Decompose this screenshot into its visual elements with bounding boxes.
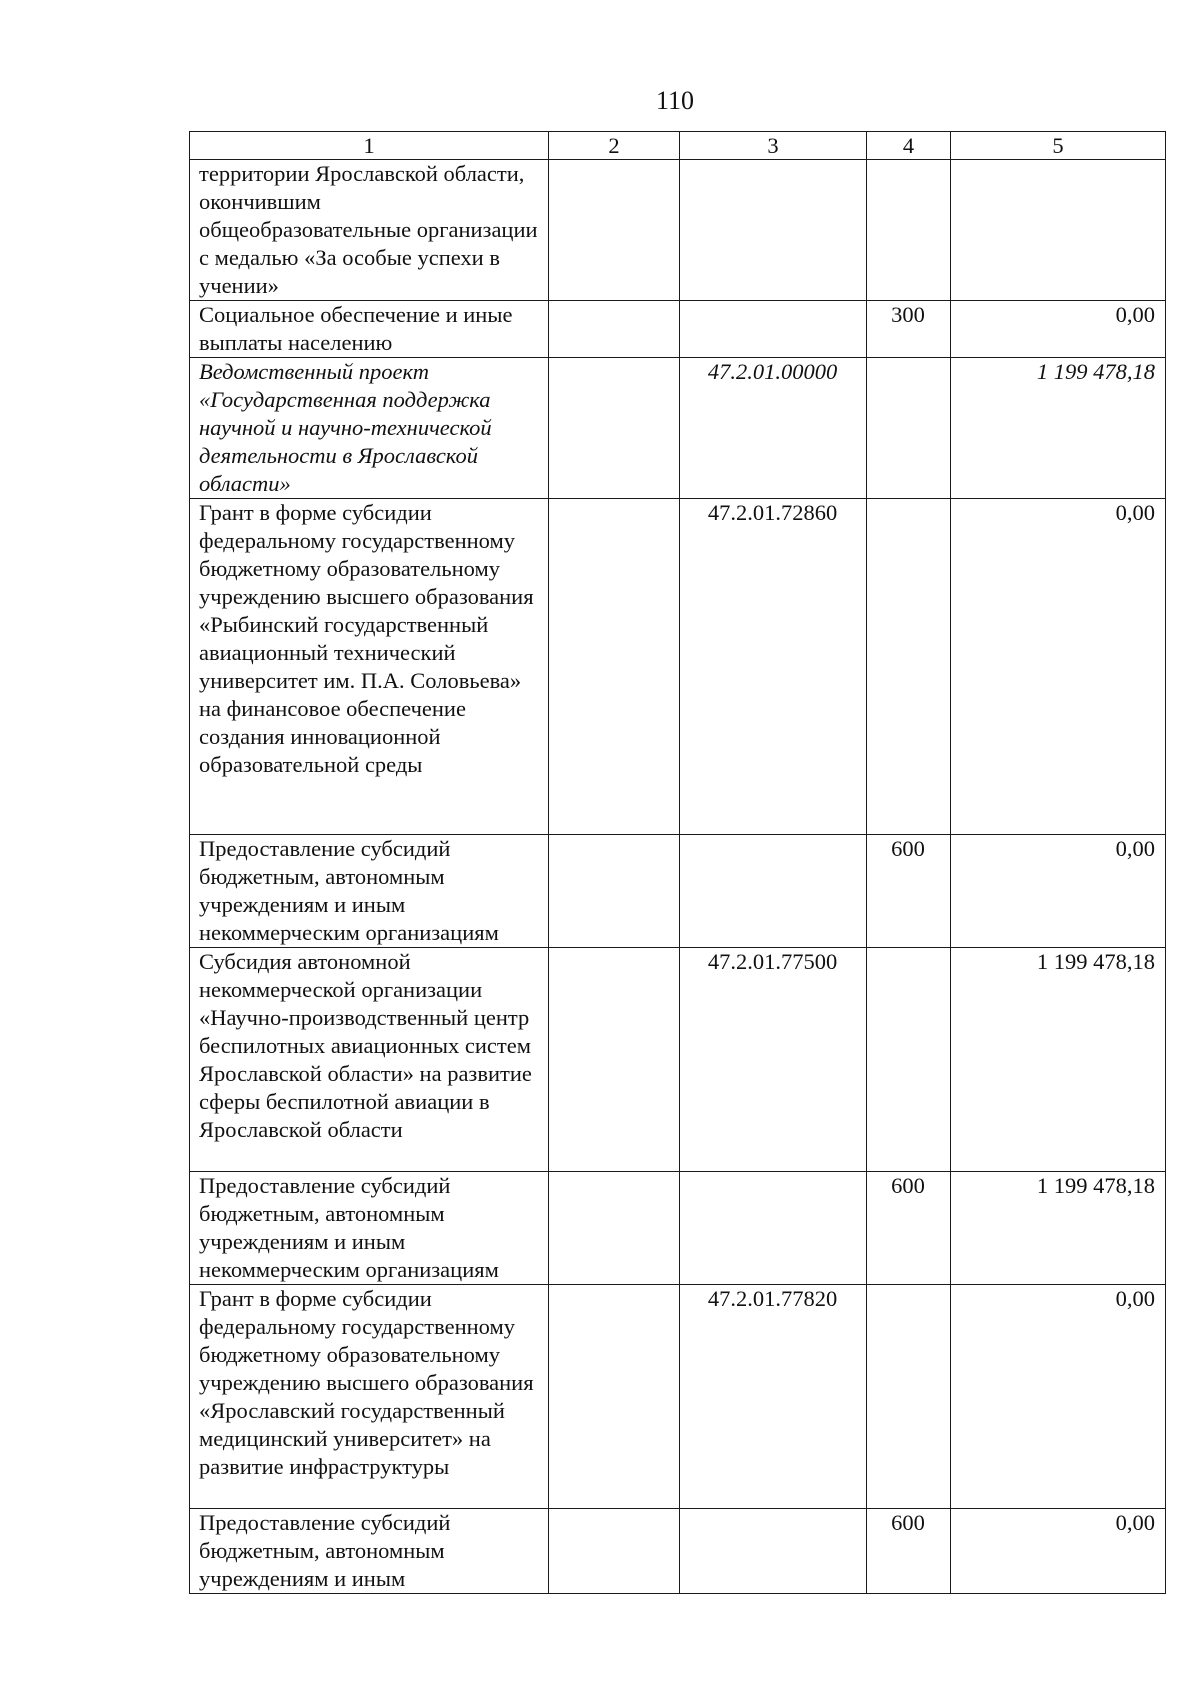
header-col-5: 5: [951, 132, 1166, 160]
row-col2: [549, 499, 680, 835]
row-col2: [549, 301, 680, 358]
row-code: [680, 160, 867, 301]
row-name: территории Ярославской области, окончившим общеобразовательные организации с медалью «За особые успехи в учении»: [190, 160, 549, 301]
row-name: Грант в форме субсидии федеральному государственному бюджетному образовательному учреждению высшего образования «Ярославский государственный медицинский университет» на развитие инфраструктуры: [190, 1285, 549, 1509]
row-type: [867, 1285, 951, 1509]
row-col2: [549, 160, 680, 301]
row-name: Предоставление субсидий бюджетным, автономным учреждениям и иным некоммерческим организациям: [190, 835, 549, 948]
row-col2: [549, 358, 680, 499]
row-col2: [549, 948, 680, 1172]
row-name: Ведомственный проект «Государственная поддержка научной и научно-технической деятельности в Ярославской области»: [190, 358, 549, 499]
row-col2: [549, 1285, 680, 1509]
table-row: [190, 358, 1166, 499]
row-amount: 1 199 478,18: [951, 358, 1166, 499]
table-row: [190, 1285, 1166, 1509]
row-code: 47.2.01.00000: [680, 358, 867, 499]
row-name: Предоставление субсидий бюджетным, автономным учреждениям и иным некоммерческим организациям: [190, 1172, 549, 1285]
header-col-3: 3: [680, 132, 867, 160]
row-type: [867, 499, 951, 835]
row-col2: [549, 1509, 680, 1594]
row-code: 47.2.01.77820: [680, 1285, 867, 1509]
header-col-1: 1: [190, 132, 549, 160]
row-amount: 0,00: [951, 835, 1166, 948]
row-amount: 1 199 478,18: [951, 948, 1166, 1172]
row-name: Социальное обеспечение и иные выплаты населению: [190, 301, 549, 358]
row-code: 47.2.01.72860: [680, 499, 867, 835]
table-row: [190, 301, 1166, 358]
row-name: Предоставление субсидий бюджетным, автономным учреждениям и иным: [190, 1509, 549, 1594]
row-name: Грант в форме субсидии федеральному государственному бюджетному образовательному учреждению высшего образования «Рыбинский государственный авиационный технический университет им. П.А. Соловьева» на финансовое обеспечение создания инновационной образовательной среды: [190, 499, 549, 835]
table-row: [190, 1509, 1166, 1594]
row-type: [867, 160, 951, 301]
row-code: [680, 1509, 867, 1594]
row-amount: 0,00: [951, 1285, 1166, 1509]
table-row: [190, 835, 1166, 948]
row-type: 600: [867, 1509, 951, 1594]
table-row: [190, 1172, 1166, 1285]
row-col2: [549, 835, 680, 948]
row-amount: 1 199 478,18: [951, 1172, 1166, 1285]
row-type: 600: [867, 835, 951, 948]
row-amount: 0,00: [951, 1509, 1166, 1594]
budget-table: [189, 131, 1166, 1594]
table-row: [190, 160, 1166, 301]
row-amount: 0,00: [951, 499, 1166, 835]
header-col-4: 4: [867, 132, 951, 160]
row-type: 600: [867, 1172, 951, 1285]
row-type: 300: [867, 301, 951, 358]
row-code: 47.2.01.77500: [680, 948, 867, 1172]
row-amount: [951, 160, 1166, 301]
row-code: [680, 1172, 867, 1285]
row-type: [867, 948, 951, 1172]
row-amount: 0,00: [951, 301, 1166, 358]
table-header-row: [190, 132, 1166, 160]
row-code: [680, 301, 867, 358]
row-col2: [549, 1172, 680, 1285]
row-name: Субсидия автономной некоммерческой организации «Научно-производственный центр беспилотных авиационных систем Ярославской области» на развитие сферы беспилотной авиации в Ярославской области: [190, 948, 549, 1172]
table-row: [190, 948, 1166, 1172]
table-row: [190, 499, 1166, 835]
row-code: [680, 835, 867, 948]
row-type: [867, 358, 951, 499]
header-col-2: 2: [549, 132, 680, 160]
page-number: 110: [655, 86, 695, 115]
